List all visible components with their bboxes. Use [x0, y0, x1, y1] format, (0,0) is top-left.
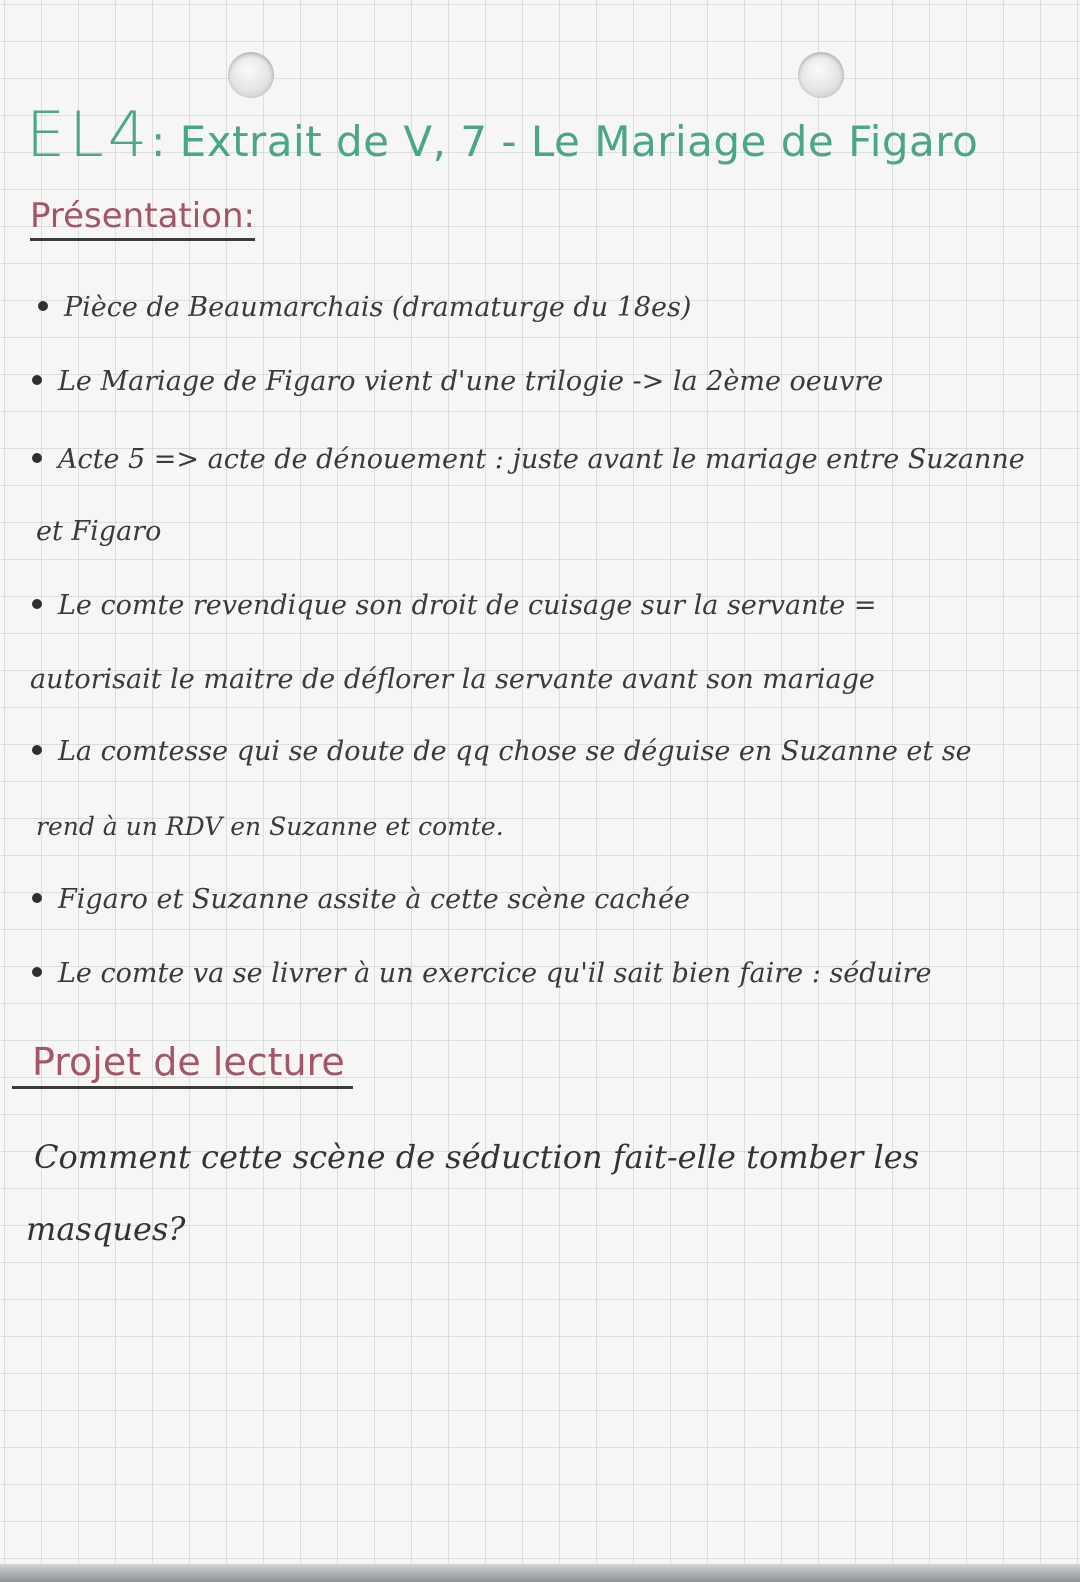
bullet-icon	[32, 967, 42, 977]
bullet-icon	[32, 599, 42, 609]
page-bottom-edge	[0, 1564, 1080, 1582]
bullet-icon	[32, 453, 42, 463]
list-item	[32, 884, 1080, 915]
list-item-continuation	[36, 516, 1080, 547]
line-text: Le Mariage de Figaro vient d'une trilogie -> la 2ème oeuvre	[58, 366, 884, 397]
line-text: Le comte va se livrer à un exercice qu'il sait bien faire : séduire	[58, 958, 932, 989]
line-text: autorisait le maitre de déflorer la servante avant son mariage	[30, 664, 875, 695]
question-line-2: masques?	[26, 1210, 186, 1248]
title-code: EL4	[26, 98, 152, 171]
heading-presentation: Présentation:	[30, 196, 255, 241]
line-text: Pièce de Beaumarchais (dramaturge du 18es)	[64, 292, 692, 323]
heading-projet: Projet de lecture	[12, 1040, 353, 1089]
list-item	[32, 590, 1080, 621]
list-item	[38, 292, 1080, 323]
bullet-icon	[38, 301, 48, 311]
list-item	[32, 736, 1080, 767]
bullet-icon	[32, 375, 42, 385]
page-title	[26, 98, 1066, 171]
list-item	[32, 444, 1080, 475]
question-line-1: Comment cette scène de séduction fait-elle tomber les	[34, 1138, 920, 1176]
bullet-icon	[32, 745, 42, 755]
list-item	[32, 366, 1080, 397]
line-text: Figaro et Suzanne assite à cette scène cachée	[58, 884, 690, 915]
line-text: Le comte revendique son droit de cuisage sur la servante =	[58, 590, 877, 621]
line-text: et Figaro	[36, 516, 162, 547]
line-text: rend à un RDV en Suzanne et comte.	[36, 812, 504, 841]
bullet-icon	[32, 893, 42, 903]
list-item-continuation	[30, 664, 1080, 695]
list-item-continuation	[36, 812, 1080, 841]
punch-hole-right	[798, 52, 844, 98]
line-text: La comtesse qui se doute de qq chose se déguise en Suzanne et se	[58, 736, 972, 767]
list-item	[32, 958, 1080, 989]
title-text: : Extrait de V, 7 - Le Mariage de Figaro	[151, 117, 979, 166]
line-text: Acte 5 => acte de dénouement : juste avant le mariage entre Suzanne	[58, 444, 1025, 475]
punch-hole-left	[228, 52, 274, 98]
